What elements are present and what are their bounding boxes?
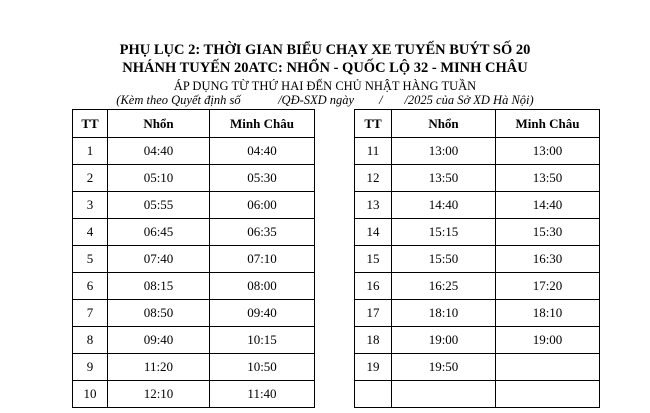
- cell-tt: 7: [73, 300, 108, 327]
- cell-tt: 10: [73, 381, 108, 408]
- cell-tt: 14: [355, 219, 392, 246]
- cell-tt: 13: [355, 192, 392, 219]
- cell-minh-chau: 14:40: [496, 192, 600, 219]
- cell-nhon: 09:40: [108, 327, 210, 354]
- cell-minh-chau: 18:10: [496, 300, 600, 327]
- cell-minh-chau: 10:50: [210, 354, 315, 381]
- table-row: [355, 246, 600, 273]
- cell-nhon: 14:40: [392, 192, 496, 219]
- table-row: [73, 138, 315, 165]
- table-header-row: [73, 110, 315, 138]
- cell-tt: 2: [73, 165, 108, 192]
- decision-note: (Kèm theo Quyết định số /QĐ-SXD ngày / /2025 của Sở XD Hà Nội): [116, 93, 534, 107]
- cell-minh-chau: 10:15: [210, 327, 315, 354]
- table-row: [355, 165, 600, 192]
- header-minh-chau: Minh Châu: [210, 110, 315, 138]
- cell-nhon: 11:20: [108, 354, 210, 381]
- schedule-applicability: ÁP DỤNG TỪ THỨ HAI ĐẾN CHỦ NHẬT HÀNG TUẦN: [173, 79, 477, 93]
- table-row: [355, 138, 600, 165]
- cell-minh-chau: 13:50: [496, 165, 600, 192]
- cell-nhon: 04:40: [108, 138, 210, 165]
- cell-minh-chau: 13:00: [496, 138, 600, 165]
- table-row: [73, 354, 315, 381]
- cell-nhon: 08:50: [108, 300, 210, 327]
- table-row: [73, 327, 315, 354]
- cell-minh-chau: 15:30: [496, 219, 600, 246]
- header-tt: TT: [355, 110, 392, 138]
- cell-tt: 8: [73, 327, 108, 354]
- cell-minh-chau: 11:40: [210, 381, 315, 408]
- header-minh-chau: Minh Châu: [496, 110, 600, 138]
- cell-minh-chau: 16:30: [496, 246, 600, 273]
- header-nhon: Nhổn: [392, 110, 496, 138]
- timetable-right: [354, 109, 600, 408]
- cell-minh-chau: 05:30: [210, 165, 315, 192]
- cell-minh-chau: 09:40: [210, 300, 315, 327]
- table-header-row: [355, 110, 600, 138]
- cell-tt: [355, 381, 392, 408]
- cell-tt: 19: [355, 354, 392, 381]
- table-row: [73, 246, 315, 273]
- table-row: [73, 273, 315, 300]
- cell-nhon: 08:15: [108, 273, 210, 300]
- cell-minh-chau: 08:00: [210, 273, 315, 300]
- cell-tt: 17: [355, 300, 392, 327]
- cell-nhon: 07:40: [108, 246, 210, 273]
- table-row: [355, 219, 600, 246]
- cell-minh-chau: 19:00: [496, 327, 600, 354]
- appendix-title: PHỤ LỤC 2: THỜI GIAN BIỂU CHẠY XE TUYẾN BUÝT SỐ 20: [119, 42, 531, 58]
- cell-nhon: 05:10: [108, 165, 210, 192]
- cell-nhon: 19:50: [392, 354, 496, 381]
- table-row: [73, 381, 315, 408]
- table-row: [355, 327, 600, 354]
- cell-tt: 6: [73, 273, 108, 300]
- cell-minh-chau: [496, 381, 600, 408]
- table-row: [73, 300, 315, 327]
- cell-tt: 3: [73, 192, 108, 219]
- table-row: [355, 300, 600, 327]
- cell-tt: 16: [355, 273, 392, 300]
- cell-minh-chau: 07:10: [210, 246, 315, 273]
- table-row: [73, 192, 315, 219]
- cell-nhon: 13:00: [392, 138, 496, 165]
- cell-minh-chau: 06:00: [210, 192, 315, 219]
- cell-tt: 11: [355, 138, 392, 165]
- table-row: [355, 354, 600, 381]
- cell-tt: 18: [355, 327, 392, 354]
- cell-nhon: 13:50: [392, 165, 496, 192]
- cell-nhon: [392, 381, 496, 408]
- cell-nhon: 05:55: [108, 192, 210, 219]
- cell-tt: 1: [73, 138, 108, 165]
- table-row: [355, 192, 600, 219]
- cell-nhon: 15:15: [392, 219, 496, 246]
- table-row: [355, 381, 600, 408]
- cell-nhon: 12:10: [108, 381, 210, 408]
- timetable-left: [72, 109, 315, 408]
- cell-nhon: 15:50: [392, 246, 496, 273]
- cell-nhon: 18:10: [392, 300, 496, 327]
- header-nhon: Nhổn: [108, 110, 210, 138]
- table-row: [73, 219, 315, 246]
- cell-nhon: 06:45: [108, 219, 210, 246]
- cell-minh-chau: 04:40: [210, 138, 315, 165]
- header-tt: TT: [73, 110, 108, 138]
- cell-tt: 12: [355, 165, 392, 192]
- cell-tt: 5: [73, 246, 108, 273]
- cell-tt: 4: [73, 219, 108, 246]
- table-row: [73, 165, 315, 192]
- cell-tt: 15: [355, 246, 392, 273]
- cell-tt: 9: [73, 354, 108, 381]
- table-row: [355, 273, 600, 300]
- cell-nhon: 16:25: [392, 273, 496, 300]
- cell-nhon: 19:00: [392, 327, 496, 354]
- cell-minh-chau: [496, 354, 600, 381]
- route-title: NHÁNH TUYẾN 20ATC: NHỔN - QUỐC LỘ 32 - MINH CHÂU: [122, 60, 528, 76]
- cell-minh-chau: 17:20: [496, 273, 600, 300]
- cell-minh-chau: 06:35: [210, 219, 315, 246]
